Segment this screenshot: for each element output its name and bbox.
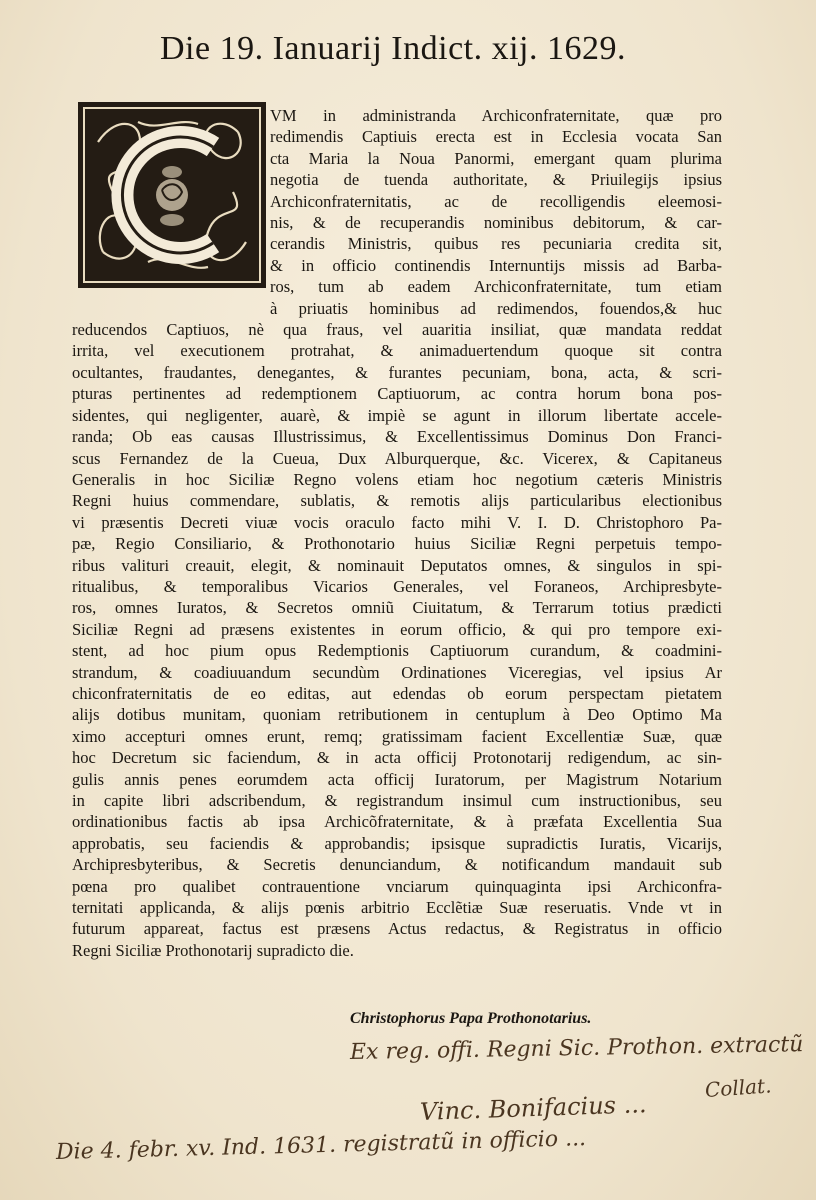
text-line: VM in administranda Archiconfraternitate, quæ pro: [270, 106, 722, 125]
text-line: pæ, Regio Consiliario, & Prothonotario huius Siciliæ Regni perpetuis tempo-: [72, 534, 722, 554]
text-line: ros, tum ab eadem Archiconfraternitate, tum etiam: [270, 277, 722, 297]
printed-signature: Christophorus Papa Prothonotarius.: [350, 1010, 592, 1027]
text-line: nis, & de recuperandis nominibus debitorum, & car-: [270, 213, 722, 233]
decree-text: [72, 105, 722, 961]
text-line: approbatis, seu faciendis & approbandis; ipsisque supradictis Iuratis, Vicarijs,: [72, 833, 722, 853]
text-line: strandum, & coadiuuandum secundùm Ordinationes Viceregias, vel ipsius Ar: [72, 662, 722, 682]
text-line: cta Maria la Noua Panormi, emergant quam plurima: [270, 148, 722, 168]
document-heading: Die 19. Ianuarij Indict. xij. 1629.: [160, 30, 627, 67]
text-line: ros, omnes Iuratos, & Secretos omniũ Ciuitatum, & Terrarum totius prædicti: [72, 598, 722, 618]
text-line: redimendis Captiuis erecta est in Ecclesia vocata San: [270, 127, 722, 147]
text-line: scus Fernandez de la Cueua, Dux Alburquerque, &c. Vicerex, & Capitaneus: [72, 448, 722, 468]
handwritten-note: Ex reg. offi. Regni Sic. Prothon. extractũ: [349, 1032, 804, 1065]
text-line: ternitati applicanda, & alijs pœnis arbitrio Ecclẽtiæ Suæ reseruatis. Vnde vt in: [72, 898, 722, 918]
text-line: vi præsentis Decreti viuæ vocis oraculo facto mihi V. I. D. Christophoro Pa-: [72, 512, 722, 532]
text-line: à priuatis hominibus ad redimendos, fouendos,& huc: [270, 298, 722, 318]
text-line: hoc Decretum sic faciendum, & in acta officij Protonotarij redigendum, ac sin-: [72, 748, 722, 768]
text-line: randa; Ob eas causas Illustrissimus, & Excellentissimus Dominus Don Franci-: [72, 427, 722, 447]
text-line: pœna pro qualibet contrauentione vnciarum quinquaginta ipsi Archiconfra-: [72, 876, 722, 896]
text-line: chiconfraternitatis de eo editas, aut edendas ob eorum perspectam pietatem: [72, 683, 722, 703]
handwritten-signature: Vinc. Bonifacius ...: [419, 1090, 647, 1126]
text-line: Archipresbyteribus, & Secretis denunciandum, & notificandum mandauit sub: [72, 855, 722, 875]
text-line: Regni Siciliæ Prothonotarij supradicto die.: [72, 940, 354, 960]
text-line: ribus valituri creauit, elegit, & nominauit Deputatos omnes, & singulos in spi-: [72, 555, 722, 575]
text-line: ritualibus, & temporalibus Vicarios Generales, vel Foraneos, Archipresbyte-: [72, 576, 722, 596]
text-line: in capite libri adscribendum, & registrandum insimul cum instructionibus, seu: [72, 791, 722, 810]
text-line: alijs dotibus munitam, quoniam retributionem in centuplum à Deo Optimo Ma: [72, 705, 722, 725]
text-line: Archiconfraternitatis, ac de recolligendis eleemosi-: [270, 191, 722, 211]
text-line: irrita, vel executionem protrahat, & animaduertendum quoque sit contra: [72, 341, 722, 361]
text-line: negotia de tuenda authoritate, & Priuilegijs ipsius: [270, 170, 722, 190]
text-line: & in officio continendis Internuntijs missis ad Barba-: [270, 255, 722, 275]
handwritten-registration-note: Die 4. febr. xv. Ind. 1631. registratũ in officio ...: [55, 1126, 587, 1165]
text-line: reducendos Captiuos, nè qua fraus, vel auaritia insiliat, quæ mandata reddat: [72, 320, 722, 340]
text-line: pturas pertinentes ad redemptionem Captiuorum, ac contra horum bona pos-: [72, 384, 722, 404]
text-line: ximo accepturi omnes erunt, remq; gratissimam facient Excellentiæ Suæ, quæ: [72, 726, 722, 746]
text-line: Siciliæ Regni ad præsens existentes in eorum officio, & qui pro tempore exi-: [72, 619, 722, 639]
text-line: gulis annis penes eorumdem acta officij Iuratorum, per Magistrum Notarium: [72, 769, 722, 789]
text-line: Generalis in hoc Siciliæ Regno volens etiam hoc negotium cæteris Ministris: [72, 469, 722, 489]
text-line: Regni huius commendare, sublatis, & remotis alijs particularibus electionibus: [72, 491, 722, 511]
text-line: cerandis Ministris, quibus res pecuniaria credita sit,: [270, 234, 722, 254]
text-line: ordinationibus factis ab ipsa Archicõfraternitate, & à præfata Excellentia Sua: [72, 812, 722, 832]
handwritten-note: Collat.: [704, 1073, 773, 1102]
text-line: stent, ad hoc pium opus Redemptionis Captiuorum curandum, & coadmini-: [72, 641, 722, 661]
text-line: ocultantes, fraudantes, denegantes, & furantes pecuniam, bona, acta, & scri-: [72, 362, 722, 382]
text-line: futurum appareat, factus est præsens Actus redactus, & Registratus in officio: [72, 919, 722, 939]
text-line: sidentes, qui negligenter, auarè, & impiè se agunt in illorum libertate accele-: [72, 405, 722, 425]
